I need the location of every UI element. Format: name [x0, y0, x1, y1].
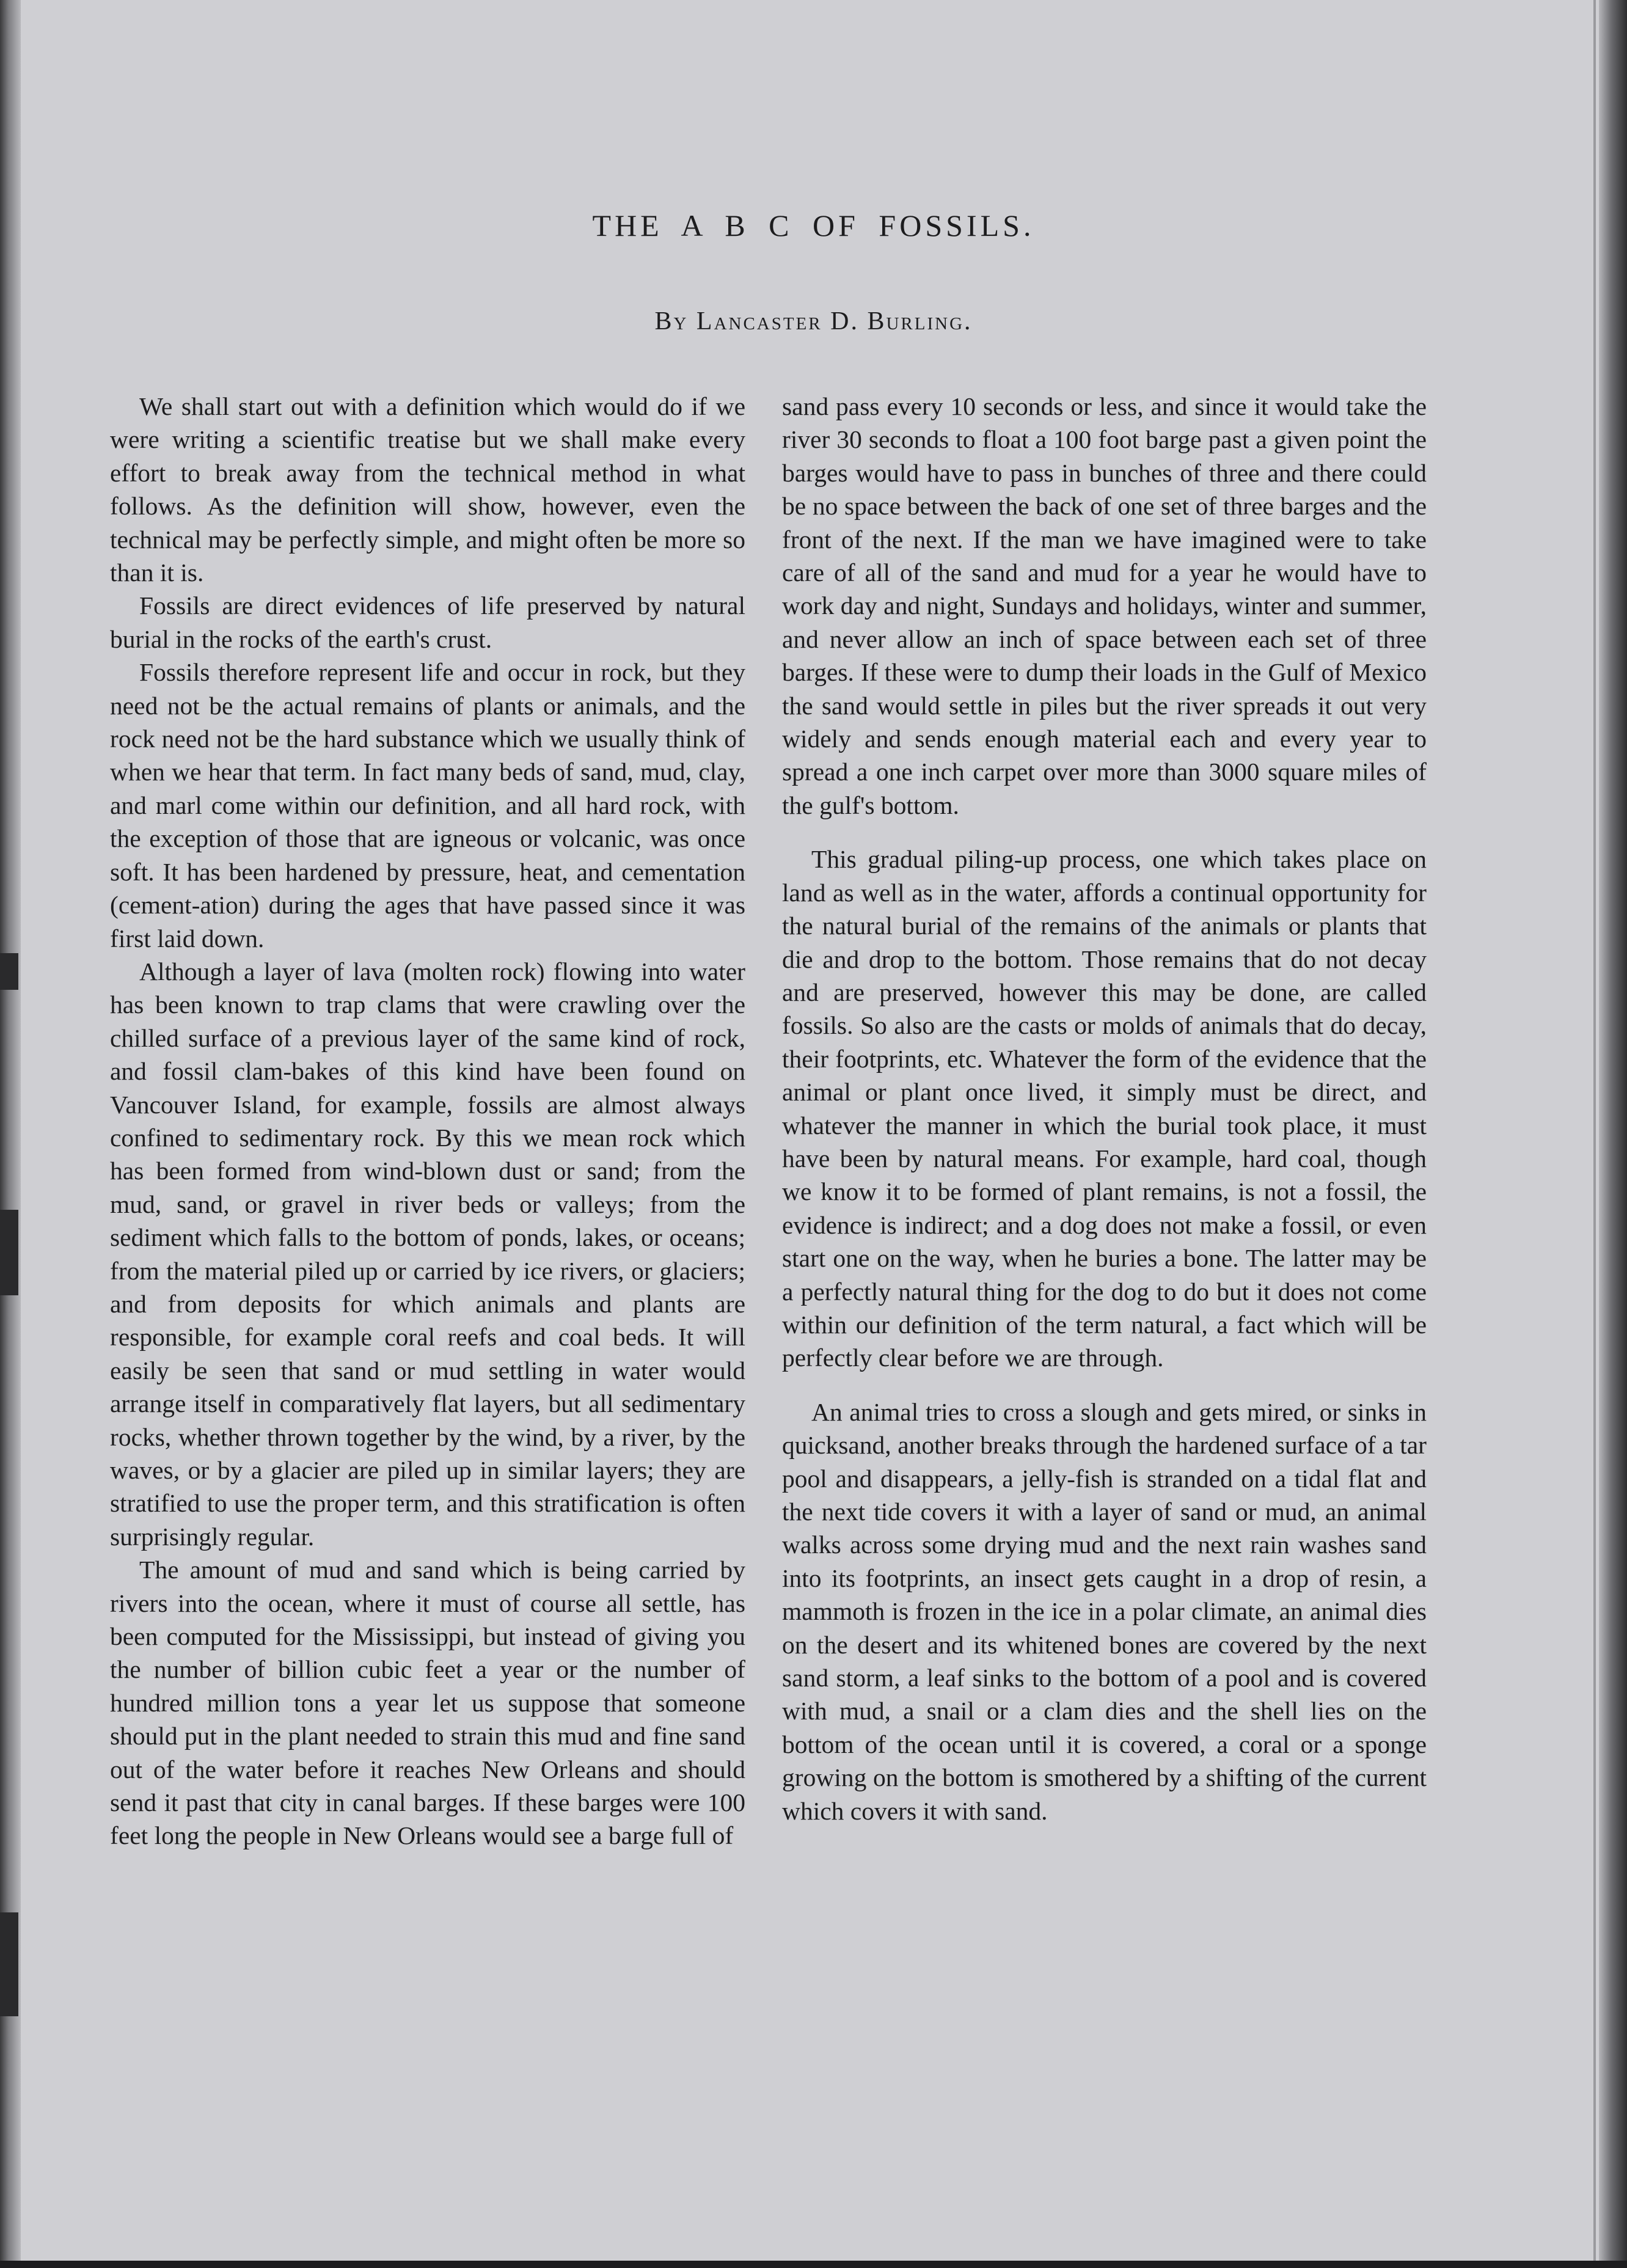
- paragraph: sand pass every 10 seconds or less, and since it would take the river 30 seconds to float a 100 foot barge past a given point the barges would have to pass in bunches of three and there could be no space between the back of one set of three barges and the front of the next. If the man we have imagined were to take care of all of the sand and mud for a year he would have to work day and night, Sundays and holidays, winter and summer, and never allow an inch of space between each set of three barges. If these were to dump their loads in the Gulf of Mexico the sand would settle in piles but the river spreads it out very widely and sends enough material each and every year to spread a one inch carpet over more than 3000 square miles of the gulf's bottom.: [782, 392, 1427, 819]
- paragraph: Fossils are direct evidences of life preserved by natural burial in the rocks of the earth's crust.: [110, 591, 745, 653]
- paragraph: An animal tries to cross a slough and gets mired, or sinks in quicksand, another breaks through the hardened surface of a tar pool and disappears, a jelly-fish is stranded on a tidal flat and the next tide covers it with a layer of sand or mud, an animal walks across some drying mud and the next rain washes sand into its footprints, an insect gets caught in a drop of resin, a mammoth is frozen in the ice in a polar climate, an animal dies on the desert and its whitened bones are covered by the next sand storm, a leaf sinks to the bottom of a pool and is covered with mud, a snail or a clam dies and the shell lies on the bottom of the ocean until it is covered, a coral or a sponge growing on the bottom is smothered by a shifting of the current which covers it with sand.: [782, 1397, 1427, 1825]
- right-page-edge: [1599, 0, 1627, 2268]
- binding-mark: [0, 1210, 18, 1295]
- page-edge-line: [1593, 0, 1596, 2268]
- binding-mark: [0, 953, 18, 990]
- binding-mark: [0, 1912, 18, 2016]
- paragraph: This gradual piling-up process, one which takes place on land as well as in the water, affords a continual opportunity for the natural burial of the remains of the animals or plants that die and drop to the bottom. Those remains that do not decay and are preserved, however this may be done, are called fossils. So also are the casts or molds of animals that do decay, their footprints, etc. Whatever the form of the evidence that the animal or plant once lived, it simply must be direct, and whatever the manner in which the burial took place, it must have been by natural means. For example, hard coal, though we know it to be formed of plant remains, is not a fossil, the evidence is indirect; and a dog does not make a fossil, or even start one on the way, when he buries a bone. The latter may be a perfectly natural thing for the dog to do but it does not come within our definition of the term natural, a fact which will be perfectly clear before we are through.: [782, 845, 1427, 1372]
- left-column: [110, 390, 745, 1853]
- bottom-page-edge: [0, 2261, 1627, 2268]
- article-byline: By Lancaster D. Burling.: [654, 307, 973, 335]
- paragraph: Fossils therefore represent life and occur in rock, but they need not be the actual remains of plants or animals, and the rock need not be the hard substance which we usually think of when we hear that term. In fact many beds of sand, mud, clay, and marl come within our definition, and all hard rock, with the exception of those that are igneous or volcanic, was once soft. It has been hardened by pressure, heat, and cementation (cement-ation) during the ages that have passed since it was first laid down.: [110, 658, 745, 953]
- paragraph: The amount of mud and sand which is being carried by rivers into the ocean, where it must of course all settle, has been computed for the Mississippi, but instead of giving you the number of billion cubic feet a year or the number of hundred million tons a year let us suppose that someone should put in the plant needed to strain this mud and fine sand out of the water before it reaches New Orleans and should send it past that city in canal barges. If these barges were 100 feet long the people in New Orleans would see a barge full of: [110, 1556, 745, 1850]
- paragraph: Although a layer of lava (molten rock) flowing into water has been known to trap clams that were crawling over the chilled surface of a previous layer of the same kind of rock, and fossil clam-bakes of this kind have been found on Vancouver Island, for example, fossils are almost always confined to sedimentary rock. By this we mean rock which has been formed from wind-blown dust or sand; from the mud, sand, or gravel in river beds or valleys; from the sediment which falls to the bottom of ponds, lakes, or oceans; from the material piled up or carried by ice rivers, or glaciers; and from deposits for which animals and plants are responsible, for example coral reefs and coal beds. It will easily be seen that sand or mud settling in water would arrange itself in comparatively flat layers, but all sedimentary rocks, whether thrown together by the wind, by a river, by the waves, or by a glacier are piled up in similar layers; they are stratified to use the proper term, and this stratification is often surprisingly regular.: [110, 957, 745, 1551]
- article-title: THE A B C OF FOSSILS.: [592, 208, 1035, 243]
- right-column: [782, 390, 1427, 1827]
- paragraph: We shall start out with a definition which would do if we were writing a scientific treatise but we shall make every effort to break away from the technical method in what follows. As the definition will show, however, even the technical may be perfectly simple, and might often be more so than it is.: [110, 392, 745, 587]
